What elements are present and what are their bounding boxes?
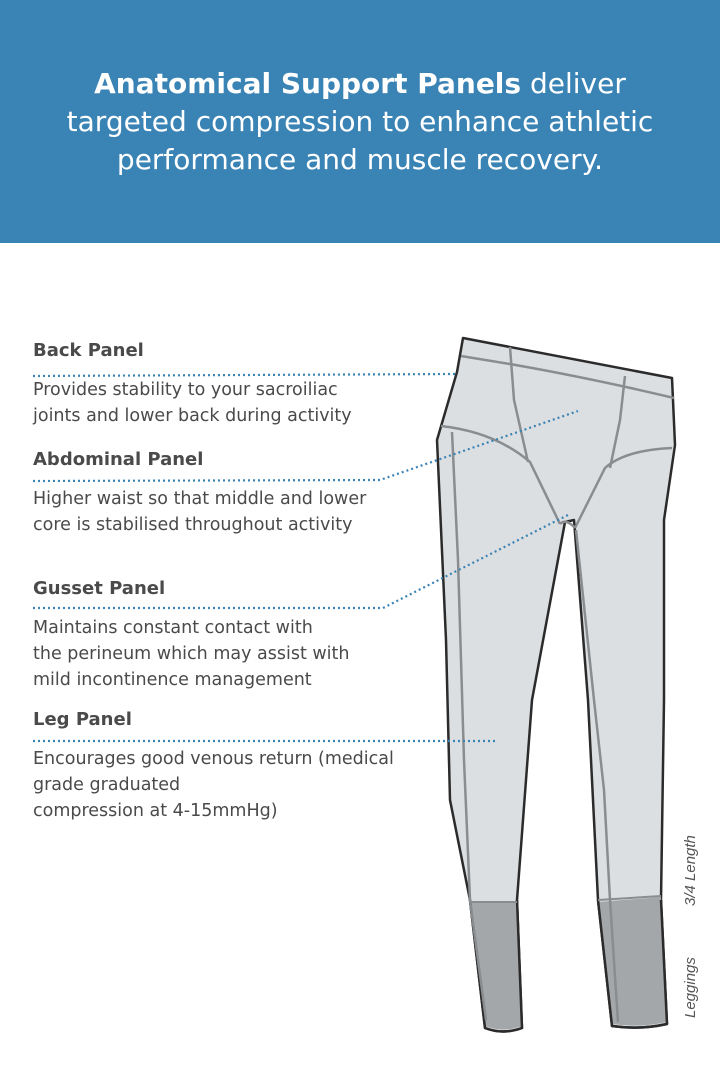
back-panel-description: Provides stability to your sacroiliac joints and lower back during activity bbox=[33, 380, 352, 426]
leg-panel-callout bbox=[33, 708, 453, 824]
headline-strong: Anatomical Support Panels bbox=[94, 66, 522, 100]
gusset-panel-title: Gusset Panel bbox=[33, 578, 166, 599]
headline-rest: deliver targeted compression to enhance athletic performance and muscle recovery. bbox=[66, 66, 654, 176]
length-label: 3/4 Length bbox=[682, 835, 699, 906]
abdominal-panel-callout bbox=[33, 448, 453, 538]
gusset-panel-description: Maintains constant contact with the perineum which may assist with mild incontinence management bbox=[33, 618, 350, 690]
back-panel-callout bbox=[33, 339, 453, 429]
leg-panel-description: Encourages good venous return (medical grade graduated compression at 4-15mmHg) bbox=[33, 749, 394, 821]
right-cuff bbox=[598, 897, 667, 1026]
abdominal-panel-title: Abdominal Panel bbox=[33, 449, 204, 470]
abdominal-panel-description: Higher waist so that middle and lower core is stabilised throughout activity bbox=[33, 489, 367, 535]
back-panel-title: Back Panel bbox=[33, 340, 144, 361]
product-type-label: Leggings bbox=[682, 957, 699, 1018]
gusset-panel-callout bbox=[33, 577, 453, 693]
leg-panel-title: Leg Panel bbox=[33, 709, 132, 730]
